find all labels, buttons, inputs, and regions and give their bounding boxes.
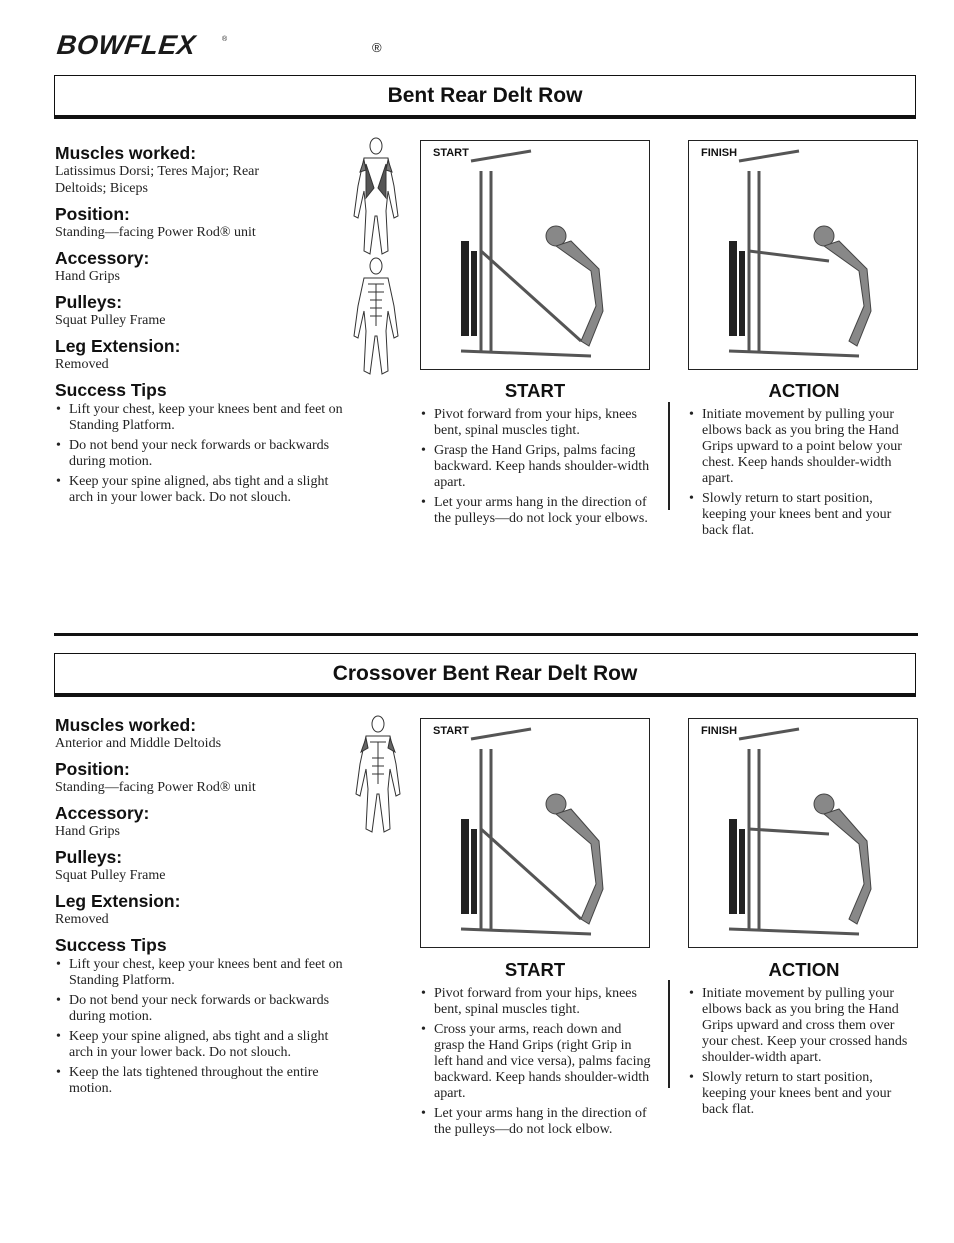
muscles-label: Muscles worked: — [55, 143, 197, 163]
leg-extension-label: Leg Extension: — [55, 336, 181, 356]
exercise-title: Bent Rear Delt Row — [387, 83, 583, 107]
start-heading: START — [504, 380, 566, 401]
tip-item: • Do not bend your neck forwards or backwards during motion. — [55, 438, 345, 470]
pulleys-label: Pulleys: — [55, 847, 123, 867]
step-item: • Initiate movement by pulling your elbows back as you bring the Hand Grips upward to a point below your chest. Keep hands shoulder-width apart. — [688, 407, 920, 487]
machine-figure-start — [421, 719, 650, 948]
exercise-photo-start — [420, 140, 650, 370]
step-item: • Grasp the Hand Grips, palms facing backward. Keep hands shoulder-width apart. — [420, 443, 652, 491]
machine-figure-start — [421, 141, 650, 370]
photo-start-tag: START — [433, 147, 469, 159]
position-label: Position: — [55, 204, 130, 224]
exercise-title-box — [54, 75, 916, 119]
exercise-details — [55, 143, 345, 513]
success-tips-list — [55, 402, 345, 506]
step-item: • Initiate movement by pulling your elbows back as you bring the Hand Grips upward and cross them over your chest. Keep your crossed hands shoulder-width apart. — [688, 986, 920, 1066]
muscle-diagram-back-front — [346, 136, 406, 376]
machine-figure-finish — [689, 719, 918, 948]
tip-item: • Keep the lats tightened throughout the entire motion. — [55, 1065, 345, 1097]
step-item: • Slowly return to start position, keeping your knees bent and your back flat. — [688, 491, 920, 539]
tip-item: • Keep your spine aligned, abs tight and a slight arch in your lower back. Do not slouch. — [55, 474, 345, 506]
position-label: Position: — [55, 759, 130, 779]
exercise-photo-finish — [688, 140, 918, 370]
muscles-label: Muscles worked: — [55, 715, 197, 735]
accessory-value: Hand Grips — [55, 824, 120, 839]
exercise-title-box — [54, 653, 916, 697]
action-heading: ACTION — [768, 380, 840, 401]
tip-item: • Keep your spine aligned, abs tight and a slight arch in your lower back. Do not slouch. — [55, 1029, 345, 1061]
photo-finish-tag: FINISH — [701, 147, 738, 159]
muscles-value: Latissimus Dorsi; Teres Major; Rear Deltoids; Biceps — [55, 164, 260, 196]
step-item: • Pivot forward from your hips, knees bent, spinal muscles tight. — [420, 986, 652, 1018]
position-value: Standing—facing Power Rod® unit — [55, 225, 256, 240]
step-item: • Cross your arms, reach down and grasp the Hand Grips (right Grip in left hand and vice versa), palms facing backward. Keep hands shoulder-width apart. — [420, 1022, 652, 1102]
start-steps-list — [420, 407, 652, 531]
step-item: • Pivot forward from your hips, knees bent, spinal muscles tight. — [420, 407, 652, 439]
exercise-title: Crossover Bent Rear Delt Row — [332, 661, 638, 685]
body-front-figure — [354, 258, 398, 374]
success-tips-label: Success Tips — [55, 380, 167, 400]
leg-extension-label: Leg Extension: — [55, 891, 181, 911]
pulleys-label: Pulleys: — [55, 292, 123, 312]
photo-finish-tag: FINISH — [701, 725, 738, 737]
brand-logo: BOWFLEX — [55, 30, 198, 60]
accessory-value: Hand Grips — [55, 269, 120, 284]
machine-figure-finish — [689, 141, 918, 370]
exercise-photo-start — [420, 718, 650, 948]
leg-extension-value: Removed — [55, 357, 109, 372]
body-back-figure — [354, 138, 398, 254]
column-divider — [668, 402, 670, 510]
pulleys-value: Squat Pulley Frame — [55, 313, 166, 328]
muscle-diagram-front — [348, 714, 408, 836]
success-tips-label: Success Tips — [55, 935, 167, 955]
step-item: • Let your arms hang in the direction of the pulleys—do not lock your elbows. — [420, 495, 652, 527]
step-item: • Slowly return to start position, keeping your knees bent and your back flat. — [688, 1070, 920, 1118]
tip-item: • Lift your chest, keep your knees bent and feet on Standing Platform. — [55, 957, 345, 989]
action-steps-list — [688, 407, 920, 543]
position-value: Standing—facing Power Rod® unit — [55, 780, 256, 795]
leg-extension-value: Removed — [55, 912, 109, 927]
step-item: • Let your arms hang in the direction of the pulleys—do not lock elbow. — [420, 1106, 652, 1138]
muscles-value: Anterior and Middle Deltoids — [55, 736, 222, 751]
registered-mark: ® — [372, 40, 382, 55]
accessory-label: Accessory: — [55, 803, 150, 823]
start-steps-list — [420, 986, 652, 1142]
exercise-details — [55, 715, 345, 1104]
pulleys-value: Squat Pulley Frame — [55, 868, 166, 883]
exercise-photo-finish — [688, 718, 918, 948]
success-tips-list — [55, 957, 345, 1097]
photo-start-tag: START — [433, 725, 469, 737]
brand-trademark: ® — [222, 36, 228, 43]
section-separator — [54, 633, 918, 636]
tip-item: • Do not bend your neck forwards or backwards during motion. — [55, 993, 345, 1025]
start-heading: START — [504, 959, 566, 980]
action-steps-list — [688, 986, 920, 1122]
column-divider — [668, 980, 670, 1088]
accessory-label: Accessory: — [55, 248, 150, 268]
action-heading: ACTION — [768, 959, 840, 980]
tip-item: • Lift your chest, keep your knees bent and feet on Standing Platform. — [55, 402, 345, 434]
